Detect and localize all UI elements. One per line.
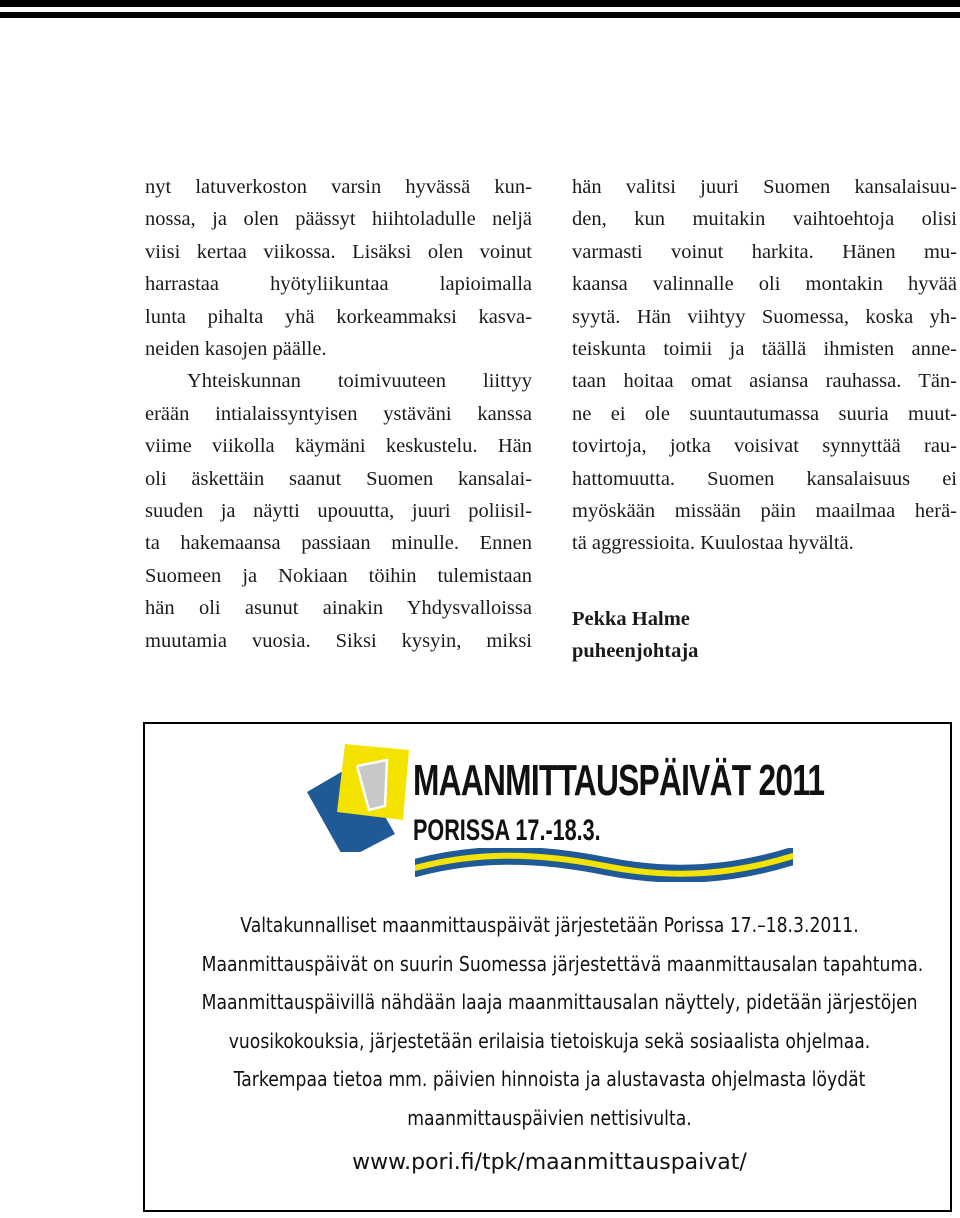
description-line: maanmittauspäivien nettisivulta. [407,1105,692,1130]
text-line: suuden ja näytti upouutta, juuri poliisil- [145,500,532,523]
text-line: erään intialaissyntyisen ystäväni kanssa [145,402,532,425]
text-line: taan hoitaa omat asiansa rauhassa. Tän- [572,370,957,393]
event-subtitle: PORISSA 17.-18.3. [413,814,601,847]
event-advertisement [143,722,952,1212]
text-line: hattomuutta. Suomen kansalaisuus ei [572,467,957,490]
text-line: lunta pihalta yhä korkeammaksi kasva- [145,305,532,328]
signature [572,603,698,667]
text-line: kaansa valinnalle oli montakin hyvää [572,273,957,296]
article-left-column [145,171,532,657]
description-line: Valtakunnalliset maanmittauspäivät järjestetään Porissa 17.–18.3.2011. [240,913,859,937]
text-line: den, kun muitakin vaihtoehtoja olisi [572,208,957,231]
text-line: hän valitsi juuri Suomen kansalaisuu- [572,176,957,198]
event-description [145,906,954,1138]
text-line: Suomeen ja Nokiaan töihin tulemistaan [145,564,532,587]
description-line: Tarkempaa tietoa mm. päivien hinnoista ja alustavasta ohjelmasta löydät [233,1067,866,1092]
text-line: neiden kasojen päälle. [145,338,327,361]
maanmittauspaivat-logo-icon [303,742,413,852]
signature-title: puheenjohtaja [572,640,699,662]
text-line: tä aggressioita. Kuulostaa hyvältä. [572,532,854,555]
event-url-link[interactable]: www.pori.fi/tpk/maanmittauspaivat/ [352,1150,747,1175]
text-line: varmasti voinut harkita. Hänen mu- [572,240,957,263]
text-line: harrastaa hyötyliikuntaa lapioimalla [145,273,532,296]
text-line: Yhteiskunnan toimivuuteen liittyy [187,370,532,393]
event-title: MAANMITTAUSPÄIVÄT 2011 [413,756,825,805]
header-rule-thick [0,0,960,7]
text-line: syytä. Hän viihtyy Suomessa, koska yh- [572,305,957,328]
text-line: nossa, ja olen päässyt hiihtoladulle neljä [145,208,532,231]
article-right-column [572,171,957,560]
text-line: oli äskettäin saanut Suomen kansalai- [145,467,532,490]
text-line: ne ei ole suuntautumassa suuria muut- [572,402,957,425]
text-line: teiskunta toimii ja täällä ihmisten anne- [572,338,957,361]
text-line: ta hakemaansa passiaan minulle. Ennen [145,532,532,555]
description-line: vuosikokouksia, järjestetään erilaisia tietoiskuja sekä sosiaalista ohjelmaa. [228,1028,871,1053]
description-line: Maanmittauspäivillä nähdään laaja maanmittausalan näyttely, pidetään järjestöjen [201,990,918,1015]
signature-name: Pekka Halme [572,608,690,630]
text-line: viime viikolla käymäni keskustelu. Hän [145,435,532,458]
text-line: tovirtoja, jotka voisivat synnyttää rau- [572,435,957,458]
description-line: Maanmittauspäivät on suurin Suomessa järjestettävä maanmittausalan tapahtuma. [201,951,924,976]
blue-yellow-wave-icon [415,848,793,882]
text-line: myöskään missään päin maailmaa herä- [572,500,957,523]
text-line: viisi kertaa viikossa. Lisäksi olen voinut [145,240,532,263]
text-line: nyt latuverkoston varsin hyvässä kun- [145,176,532,198]
text-line: hän oli asunut ainakin Yhdysvalloissa [145,597,532,620]
text-line: muutamia vuosia. Siksi kysyin, miksi [145,629,532,652]
header-rule-thin [0,12,960,18]
